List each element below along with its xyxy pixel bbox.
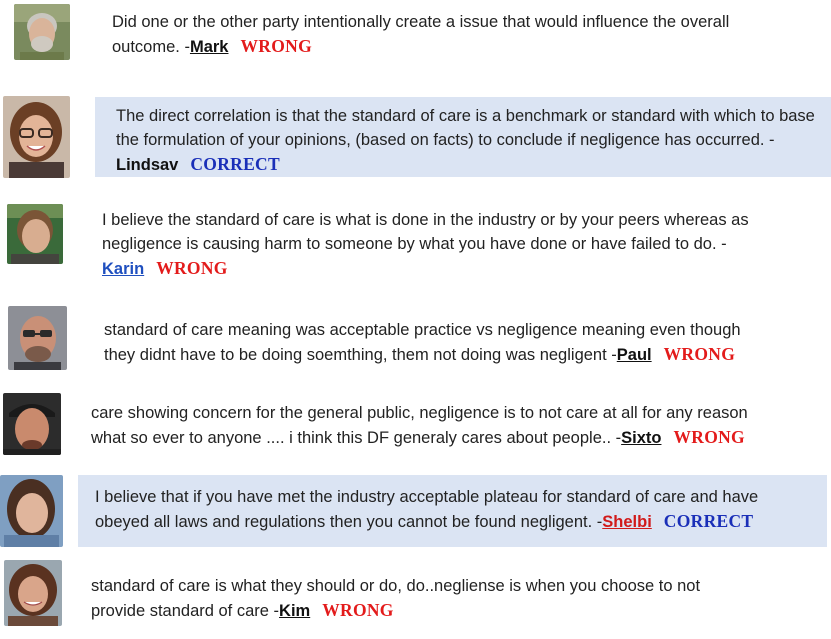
comment-text: care showing concern for the general public, negligence is to not care at all for any reason what so ever to anyone .... i think this DF generaly cares about people.. -Sixto WRONG	[91, 404, 748, 447]
author-name: Mark	[189, 38, 229, 56]
author-name: Paul	[616, 346, 652, 364]
verdict-label: WRONG	[663, 344, 736, 364]
verdict-label: WRONG	[673, 427, 745, 447]
person-photo-icon	[14, 4, 70, 60]
comment-text: Did one or the other party intentionally create a issue that would influence the overall outcome. -Mark WRONG	[112, 13, 730, 56]
person-photo-icon	[3, 393, 61, 455]
author-name: Shelbi	[602, 513, 652, 531]
verdict-label: CORRECT	[190, 154, 280, 174]
author-name: Kim	[279, 602, 311, 620]
person-photo-icon	[0, 475, 63, 547]
comment-text: standard of care is what they should or do, do..negliense is when you choose to not provide standard of care -Kim WRONG	[91, 577, 701, 620]
author-name: Karin	[102, 260, 145, 278]
person-photo-icon	[3, 96, 70, 178]
verdict-label: WRONG	[322, 600, 394, 620]
comment-text: I believe that if you have met the industry acceptable plateau for standard of care and have obeyed all laws and regulations then you cannot be found negligent. -Shelbi CORRECT	[95, 488, 759, 531]
author-name: Lindsav	[116, 156, 179, 174]
person-photo-icon	[7, 204, 63, 264]
verdict-label: WRONG	[156, 258, 228, 278]
author-name: Sixto	[621, 429, 662, 447]
person-photo-icon	[8, 306, 67, 370]
comment-text: standard of care meaning was acceptable practice vs negligence meaning even though they didnt have to be doing soemthing, them not doing was negligent -Paul WRONG	[104, 321, 741, 364]
verdict-label: WRONG	[240, 36, 312, 56]
comment-text: I believe the standard of care is what is done in the industry or by your peers whereas as negligence is causing harm to someone by what you have done or have failed to do. -Karin WRONG	[102, 211, 749, 278]
verdict-label: CORRECT	[663, 511, 754, 531]
person-photo-icon	[4, 560, 62, 626]
comment-text: The direct correlation is that the standard of care is a benchmark or standard with which to base the formulation of your opinions, (based on facts) to conclude if negligence has occurred. -Lindsav CORRECT	[116, 107, 815, 174]
